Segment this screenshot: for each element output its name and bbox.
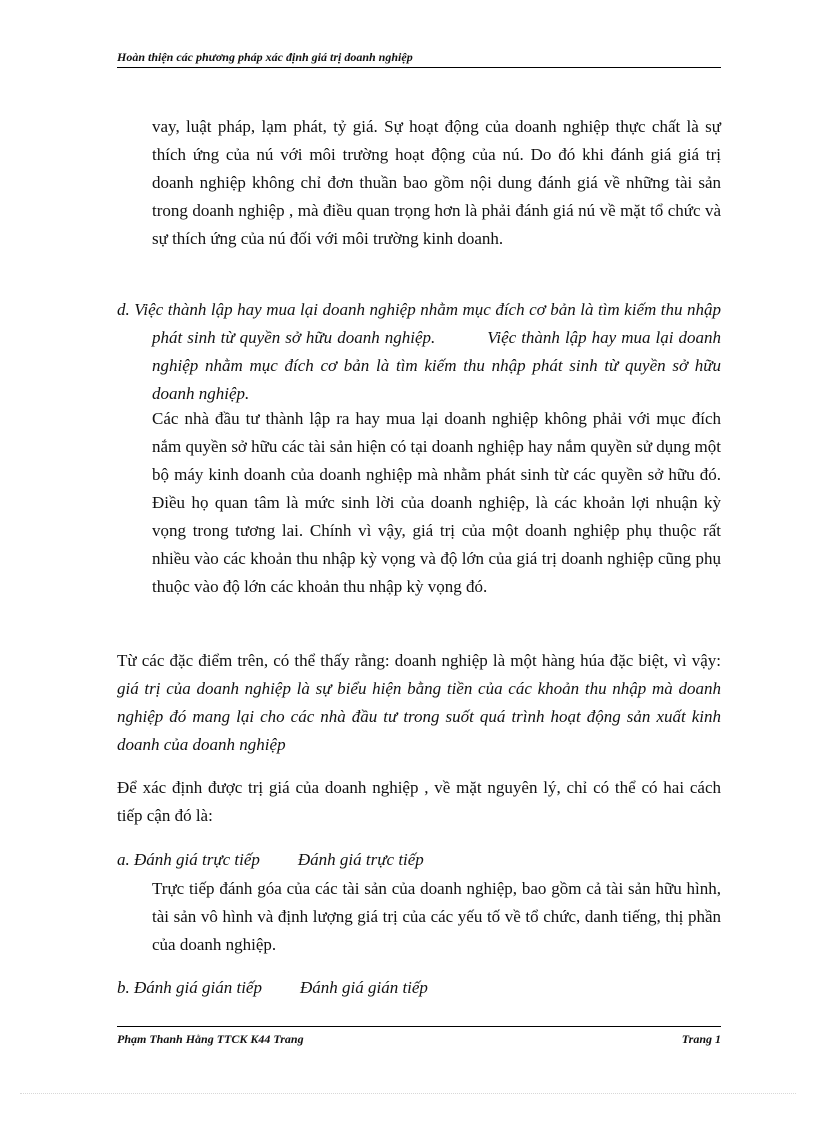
item-d-body: Các nhà đầu tư thành lập ra hay mua lại doanh nghiệp không phải với mục đích nắm quyền sở hữu các tài sản hiện có tại doanh nghiệp hay nắm quyền sử dụng một bộ máy kinh doanh của doanh nghiệp mà nhằm phát sinh từ các quyền sở hữu đó. Điều họ quan tâm là mức sinh lời của doanh nghiệp, là các khoản lợi nhuận kỳ vọng trong tương lai. Chính vì vậy, giá trị của một doanh nghiệp phụ thuộc rất nhiều vào các khoản thu nhập kỳ vọng và độ lớn của giá trị doanh nghiệp cũng phụ thuộc vào độ lớn các khoản thu nhập kỳ vọng đó. [152, 409, 721, 596]
running-header: Hoàn thiện các phương pháp xác định giá trị doanh nghiệp [117, 50, 413, 64]
item-b-heading-repeat: Đánh giá gián tiếp [299, 978, 428, 997]
conclusion-paragraph [117, 647, 721, 759]
item-a-heading-repeat: Đánh giá trực tiếp [297, 850, 424, 869]
item-a-heading [117, 846, 721, 874]
item-a-heading-text: Đánh giá trực tiếp [134, 850, 260, 869]
footer-author: Phạm Thanh Hằng TTCK K44 Trang [117, 1032, 304, 1046]
running-footer [117, 1032, 721, 1047]
footer-page-number: Trang 1 [681, 1032, 721, 1046]
footer-rule [117, 1026, 721, 1027]
item-d-heading [117, 296, 721, 408]
conclusion-definition: giá trị của doanh nghiệp là sự biểu hiện bằng tiền của các khoản thu nhập mà doanh nghiệp đó mang lại cho các nhà đầu tư trong suốt quá trình hoạt động sản xuất kinh doanh của doanh nghiệp [117, 679, 721, 754]
item-b-marker: b. [117, 978, 134, 997]
item-d-heading-text: Việc thành lập hay mua lại doanh nghiệp nhằm mục đích cơ bản là tìm kiếm thu nhập phát sinh từ quyền sở hữu doanh nghiệp. [134, 300, 722, 347]
page-boundary [20, 1093, 796, 1094]
item-b-heading-text: Đánh giá gián tiếp [134, 978, 262, 997]
conclusion-lead: Từ các đặc điểm trên, có thể thấy rằng: doanh nghiệp là một hàng húa đặc biệt, vì vậy: [117, 651, 721, 670]
item-a-marker: a. [117, 850, 134, 869]
item-b-heading [117, 974, 721, 1002]
approaches-intro: Để xác định được trị giá của doanh nghiệp , về mặt nguyên lý, chỉ có thể có hai cách tiếp cận đó là: [117, 778, 721, 825]
item-a-body: Trực tiếp đánh góa của các tài sản của doanh nghiệp, bao gồm cả tài sản hữu hình, tài sản vô hình và định lượng giá trị của các yếu tố về tổ chức, danh tiếng, thị phần của doanh nghiệp. [152, 879, 721, 954]
paragraph-environment: vay, luật pháp, lạm phát, tỷ giá. Sự hoạt động của doanh nghiệp thực chất là sự thích ứng của nú với môi trường hoạt động của nú. Do đó khi đánh giá giá trị doanh nghiệp không chỉ đơn thuần bao gồm nội dung đánh giá về những tài sản trong doanh nghiệp , mà điều quan trọng hơn là phải đánh giá nú về mặt tổ chức và sự thích ứng của nú đối với môi trường kinh doanh. [152, 117, 721, 248]
item-d-heading-repeat: Việc thành lập hay mua lại doanh nghiệp nhằm mục đích cơ bản là tìm kiếm thu nhập phát sinh từ quyền sở hữu doanh nghiệp. [152, 328, 721, 403]
item-d-marker: d. [117, 300, 135, 319]
header-rule [117, 67, 721, 68]
